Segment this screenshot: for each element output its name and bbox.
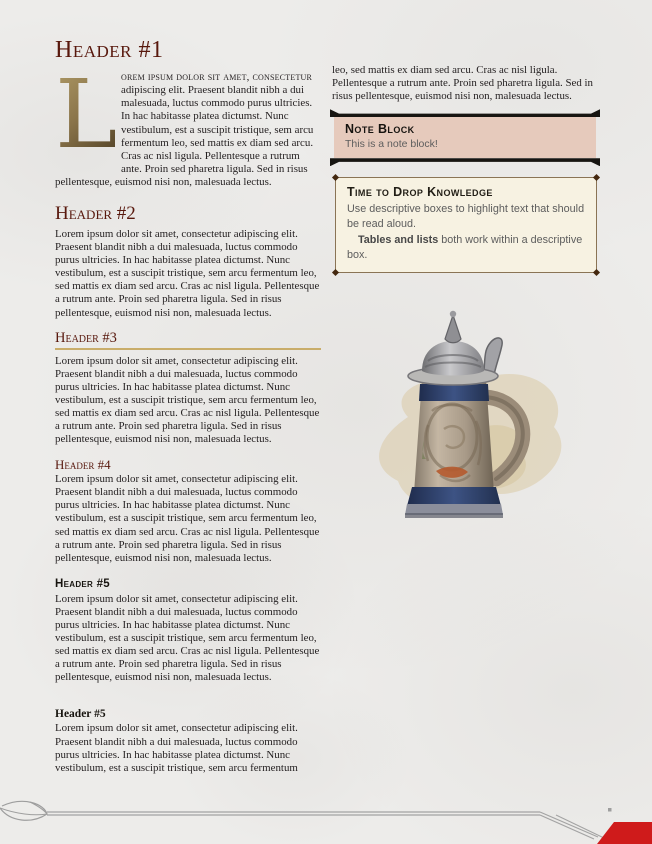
paragraph: Lorem ipsum dolor sit amet, consectetur adipiscing elit. Praesent blandit nibh a dui malesuada, luctus commodo purus ultricies. In hac habitasse platea dictumst. Nunc vestibulum, est a suscipit tristique, sem arcu fermentum leo, sed mattis ex diam sed arcu. Cras ac nisl ligula. Pellentesque a rutrum ante. Proin sed pharetra ligula. Sed in risus pellentesque, euismod nisi non, malesuada lectus.: [55, 227, 320, 319]
note-title: Note Block: [345, 122, 415, 137]
note-top-ribbon: [330, 109, 600, 117]
stein-finial: [445, 315, 461, 343]
heading-5: Header #5: [55, 577, 110, 590]
stein-figure: [332, 299, 598, 532]
drop-cap-letter: L: [55, 60, 119, 171]
paragraph-text: adipiscing elit. Praesent blandit nibh a dui malesuada, luctus commodo purus ultricies. In hac habitasse platea dictumst. Nunc vestibulum, est a suscipit tristique, sem arcu fermentum leo, sed mattis ex diam sed arcu. Cras ac nisl ligula. Pellentesque a rutrum ante. Proin sed pharetra ligula. Sed in risus pellentesque, euismod nisi non, malesuada lectus.: [55, 84, 314, 188]
note-bottom-ribbon: [330, 158, 600, 166]
paragraph-continuation: leo, sed mattis ex diam sed arcu. Cras ac nisl ligula. Pellentesque a rutrum ante. Proin sed pharetra ligula. Sed in risus pellentesque, euismod nisi non, malesuada lectus.: [332, 64, 594, 103]
lead-small-caps: orem ipsum dolor sit amet, consectetur: [121, 71, 313, 84]
heading-6: Header #5: [55, 708, 106, 721]
descriptive-box-text-2: Tables and lists both work within a descriptive box.: [347, 234, 583, 261]
paragraph: Lorem ipsum dolor sit amet, consectetur adipiscing elit. Praesent blandit nibh a dui malesuada, luctus commodo purus ultricies. In hac habitasse platea dictumst. Nunc vestibulum, est a suscipit tristique, sem arcu fermentum leo, sed mattis ex diam sed arcu. Cras ac nisl ligula. Pellentesque a rutrum ante. Proin sed pharetra ligula. Sed in risus pellentesque, euismod nisi non, malesuada lectus.: [55, 473, 320, 564]
note-block: [332, 109, 598, 166]
paragraph-dropcap: [55, 60, 321, 189]
paragraph: Lorem ipsum dolor sit amet, consectetur adipiscing elit. Praesent blandit nibh a dui malesuada, luctus commodo purus ultricies. In hac habitasse platea dictumst. Nunc vestibulum, est a suscipit tristique, sem arcu fermentum leo, sed mattis ex diam sed arcu. Cras ac nisl ligula. Pellentesque a rutrum ante. Proin sed pharetra ligula. Sed in risus pellentesque, euismod nisi non, malesuada lectus.: [55, 354, 320, 446]
corner-dot-icon: [593, 269, 600, 276]
paragraph-truncated: Lorem ipsum dolor sit amet, consectetur adipiscing elit. Praesent blandit nibh a dui malesuada, luctus commodo purus ultricies. In hac habitasse platea dictumst. Nunc vestibulum, est a suscipit tristique, sem arcu fermentum: [55, 722, 298, 774]
left-column: [55, 38, 321, 775]
heading-4: Header #4: [55, 456, 111, 472]
descriptive-box-title: Time to Drop Knowledge: [347, 185, 493, 200]
heading-1: Header #1: [55, 37, 164, 63]
right-column: [332, 64, 598, 532]
heading-3: Header #3: [55, 331, 321, 350]
page-footer: [0, 800, 652, 844]
descriptive-box: [335, 177, 597, 273]
footer-decoration: [0, 800, 652, 844]
corner-dot-icon: [332, 174, 339, 181]
descriptive-box-text: Use descriptive boxes to highlight text that should be read aloud.: [347, 203, 585, 230]
corner-dot-icon: [332, 269, 339, 276]
beer-stein-illustration: [336, 299, 594, 527]
footer-red-accent: [597, 822, 652, 844]
heading-2: Header #2: [55, 203, 136, 225]
note-body: This is a note block!: [345, 138, 438, 151]
bold-lead: Tables and lists: [358, 234, 439, 247]
paragraph: Lorem ipsum dolor sit amet, consectetur adipiscing elit. Praesent blandit nibh a dui malesuada, luctus commodo purus ultricies. In hac habitasse platea dictumst. Nunc vestibulum, est a suscipit tristique, sem arcu fermentum leo, sed mattis ex diam sed arcu. Cras ac nisl ligula. Pellentesque a rutrum ante. Proin sed pharetra ligula. Sed in risus pellentesque, euismod nisi non, malesuada lectus.: [55, 592, 320, 684]
corner-dot-icon: [593, 174, 600, 181]
